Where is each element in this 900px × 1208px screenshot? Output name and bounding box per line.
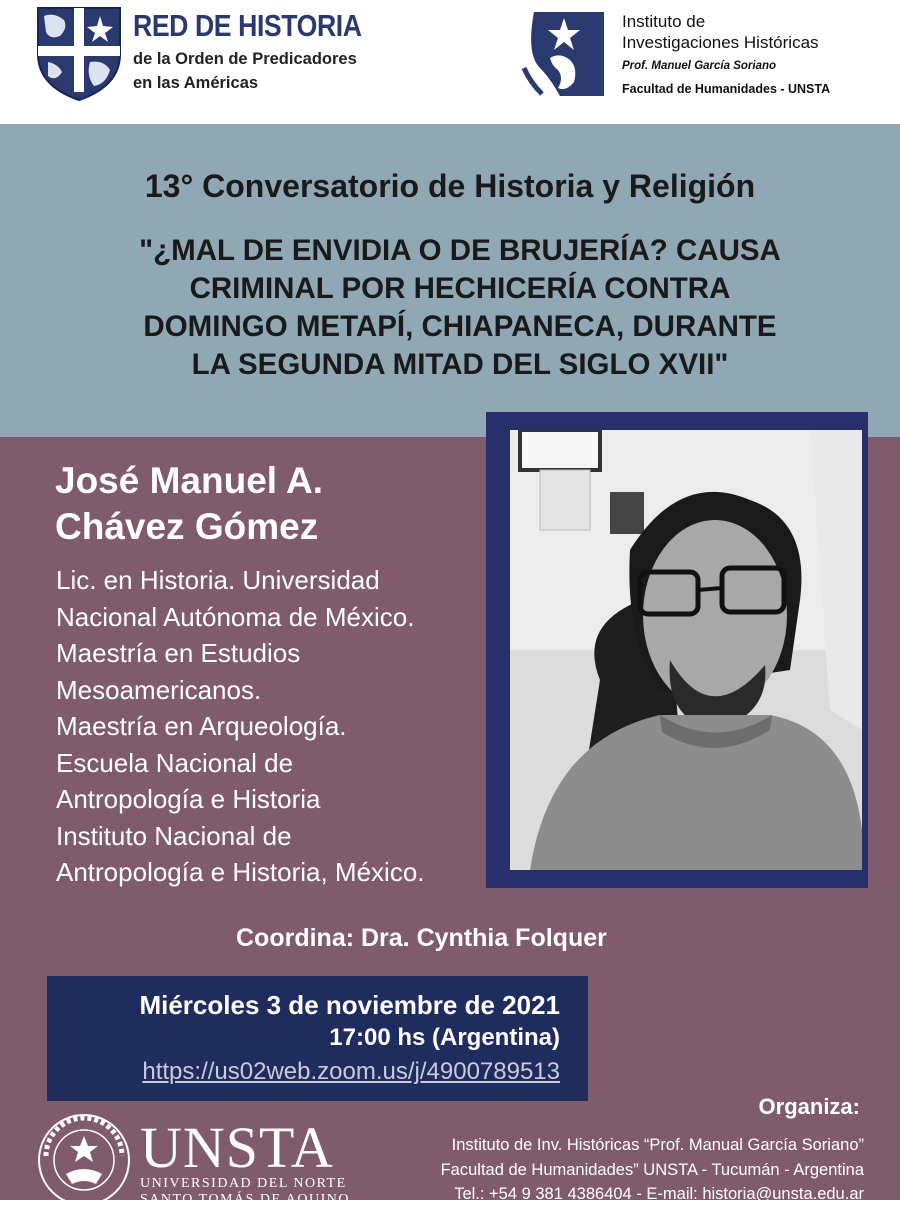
- talk-title-line: CRIMINAL POR HECHICERÍA CONTRA: [189, 272, 731, 305]
- red-subtitle-line1: de la Orden de Predicadores: [133, 50, 357, 68]
- talk-title-line: LA SEGUNDA MITAD DEL SIGLO XVII": [191, 348, 729, 381]
- unsta-subtitle-line2: SANTO TOMÁS DE AQUINO: [140, 1192, 351, 1207]
- schedule-box: [47, 976, 588, 1101]
- bio-line: Maestría en Arqueología.: [56, 711, 347, 741]
- organizer-line: Instituto de Inv. Históricas “Prof. Manual García Soriano”: [451, 1136, 864, 1154]
- institute-line2: Investigaciones Históricas: [622, 33, 819, 52]
- bio-line: Lic. en Historia. Universidad: [56, 565, 380, 595]
- bio-line: Mesoamericanos.: [56, 674, 262, 705]
- organizer-label: Organiza:: [758, 1094, 860, 1119]
- unsta-wordmark: UNSTA: [140, 1115, 334, 1180]
- shield-map-icon: [34, 6, 124, 102]
- unsta-subtitle-line1: UNIVERSIDAD DEL NORTE: [140, 1176, 347, 1191]
- speaker-bio: [56, 562, 425, 891]
- event-date: Miércoles 3 de noviembre de 2021: [139, 990, 560, 1020]
- event-time: 17:00 hs (Argentina): [329, 1024, 560, 1051]
- speaker-name-line: Chávez Gómez: [55, 506, 319, 547]
- institute-line1: Instituto de: [622, 12, 706, 31]
- talk-title-line: "¿MAL DE ENVIDIA O DE BRUJERÍA? CAUSA: [139, 234, 781, 267]
- bio-line: Instituto Nacional de: [56, 820, 292, 851]
- bio-line: Maestría en Estudios: [56, 638, 301, 668]
- speaker-name-line: José Manuel A.: [55, 460, 323, 501]
- talk-title: [40, 232, 880, 384]
- bio-line: Escuela Nacional de: [56, 747, 294, 778]
- star-figure-logo-icon: [520, 8, 608, 100]
- event-title: 13° Conversatorio de Historia y Religión: [144, 168, 756, 204]
- bio-line: Antropología e Historia: [56, 784, 321, 814]
- talk-title-line: DOMINGO METAPÍ, CHIAPANECA, DURANTE: [143, 310, 777, 343]
- bio-line: Antropología e Historia, México.: [56, 857, 425, 887]
- red-title: RED DE HISTORIA: [133, 8, 362, 43]
- coordinator: Coordina: Dra. Cynthia Folquer: [236, 924, 607, 952]
- institute-line3: Prof. Manuel García Soriano: [622, 60, 777, 72]
- speaker-name: [55, 458, 323, 550]
- organizer-line: Tel.: +54 9 381 4386404 - E-mail: historia@unsta.edu.ar: [454, 1185, 864, 1203]
- organizer-line: Facultad de Humanidades” UNSTA - Tucumán - Argentina: [440, 1161, 864, 1179]
- zoom-link[interactable]: https://us02web.zoom.us/j/4900789513: [142, 1058, 560, 1085]
- red-subtitle-line2: en las Américas: [133, 74, 259, 92]
- speaker-photo: [510, 430, 862, 870]
- bio-line: Nacional Autónoma de México.: [56, 601, 415, 632]
- institute-line4: Facultad de Humanidades - UNSTA: [622, 82, 831, 96]
- unsta-seal-icon: [36, 1112, 132, 1208]
